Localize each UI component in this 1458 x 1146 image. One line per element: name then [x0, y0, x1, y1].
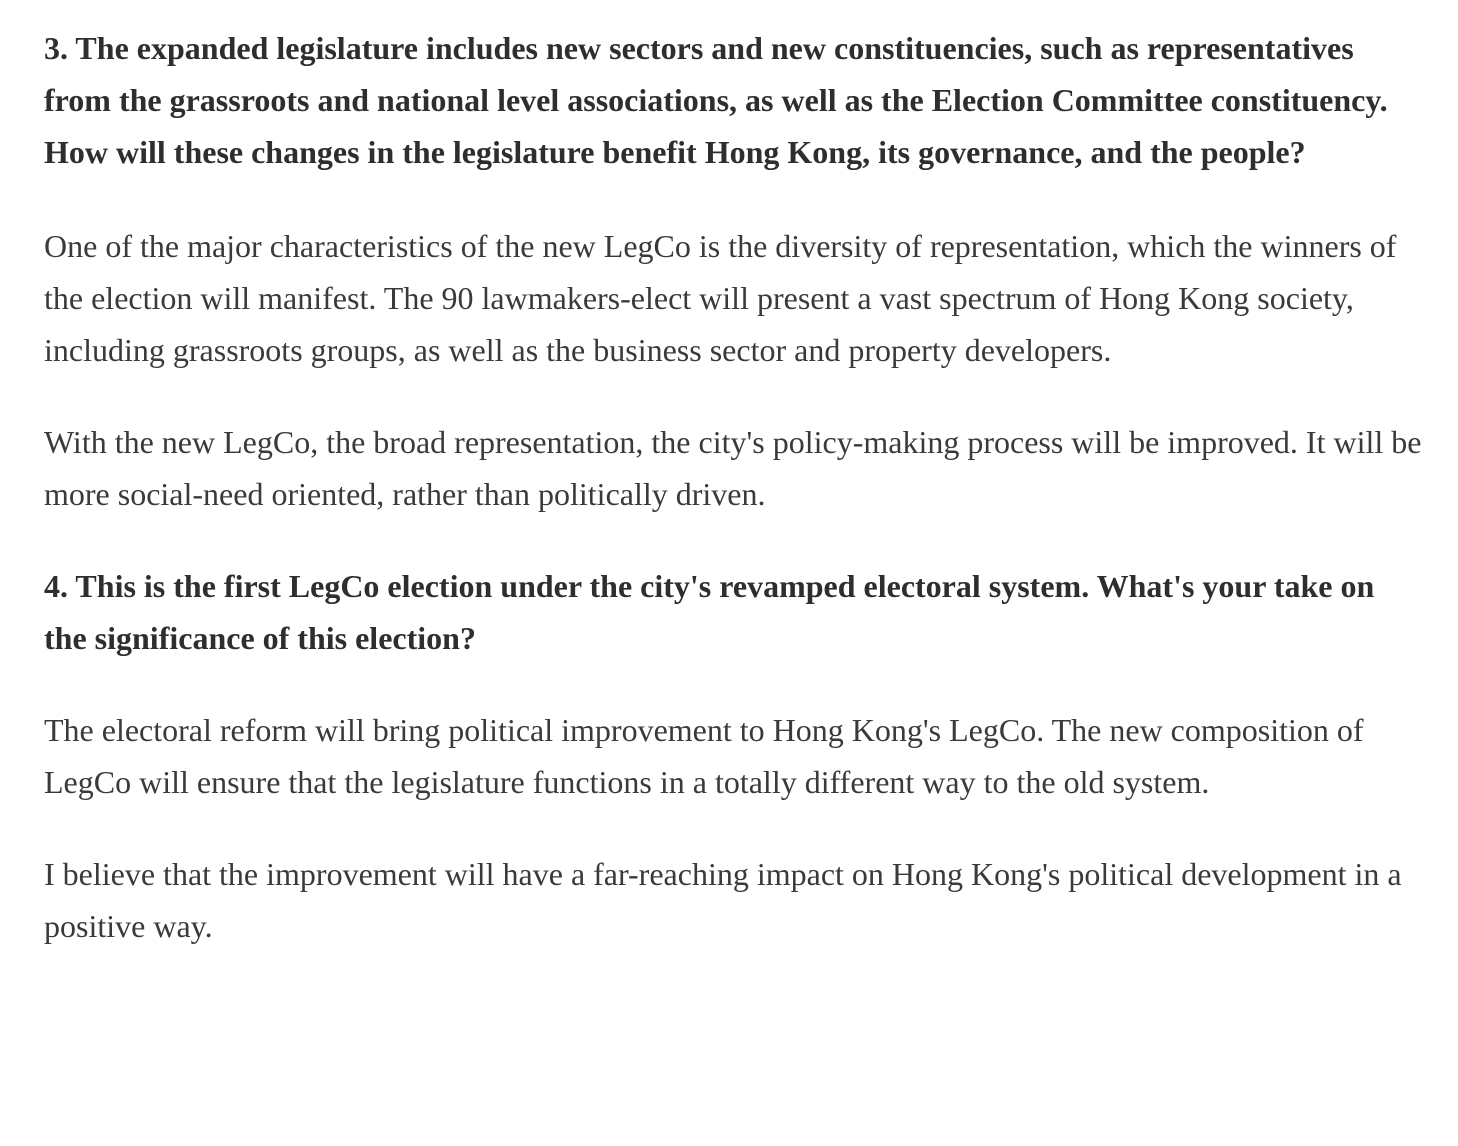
answer-4-paragraph-2: I believe that the improvement will have a far-reaching impact on Hong Kong's political development in a positive way.	[44, 856, 1402, 944]
question-4: 4. This is the first LegCo election under the city's revamped electoral system. What's your take on the significance of this election?	[44, 568, 1375, 656]
answer-3-paragraph-1: One of the major characteristics of the new LegCo is the diversity of representation, which the winners of the election will manifest. The 90 lawmakers-elect will present a vast spectrum of Hong Kong society, including grassroots groups, as well as the business sector and property developers.	[44, 228, 1397, 368]
answer-4-paragraph-1: The electoral reform will bring political improvement to Hong Kong's LegCo. The new composition of LegCo will ensure that the legislature functions in a totally different way to the old system.	[44, 712, 1364, 800]
question-3: 3. The expanded legislature includes new sectors and new constituencies, such as representatives from the grassroots and national level associations, as well as the Election Committee constituency. How will these changes in the legislature benefit Hong Kong, its governance, and the people?	[44, 30, 1388, 170]
article-body	[44, 22, 1424, 992]
answer-3-paragraph-2: With the new LegCo, the broad representation, the city's policy-making process will be improved. It will be more social-need oriented, rather than politically driven.	[44, 424, 1422, 512]
